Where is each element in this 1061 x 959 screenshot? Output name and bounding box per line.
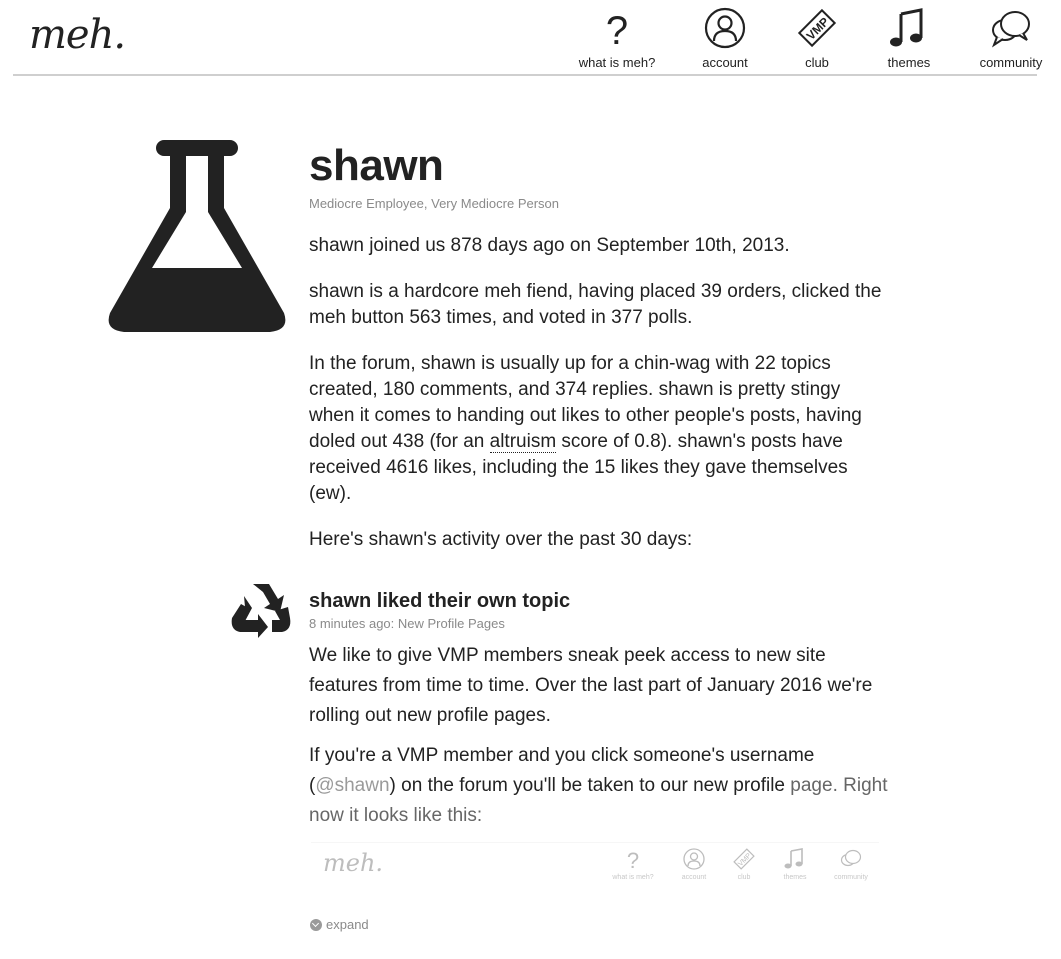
embedded-nav-label: account (681, 874, 707, 881)
speech-bubbles-icon (839, 847, 863, 871)
activity-body (309, 641, 889, 831)
nav-label: community (979, 55, 1043, 70)
site-header (13, 0, 1043, 76)
altruism-link[interactable]: altruism (489, 431, 557, 452)
svg-text:VMP: VMP (737, 852, 753, 868)
question-icon (621, 847, 645, 871)
main-nav (537, 6, 1043, 70)
chevron-down-icon (310, 919, 322, 931)
embedded-nav-label: club (737, 874, 751, 881)
orders-text: shawn is a hardcore meh fiend, having placed 39 orders, clicked the meh button 563 times, and voted in 377 polls. (309, 281, 882, 328)
speech-bubbles-icon (989, 6, 1033, 50)
embedded-nav-label: what is meh? (612, 874, 654, 881)
nav-club[interactable] (769, 6, 865, 70)
activity-item (309, 590, 889, 831)
vmp-icon (732, 847, 756, 871)
svg-text:?: ? (626, 848, 640, 871)
svg-text:?: ? (605, 9, 629, 50)
forum-text-b: score of 0.8). shawn's posts have received 4616 likes, including the 15 likes they gave themselves (ew). (309, 431, 848, 504)
embedded-nav-label: themes (783, 874, 807, 881)
profile-username: shawn (309, 141, 444, 190)
expand-label: expand (326, 917, 369, 932)
embedded-logo: meh. (323, 849, 384, 877)
activity-paragraph: We like to give VMP members sneak peek access to new site features from time to time. Over the last part of January 2016 we're rolling out new profile pages. (309, 645, 873, 726)
profile-subtitle: Mediocre Employee, Very Mediocre Person (309, 196, 560, 211)
expand-button[interactable] (310, 917, 369, 932)
forum-text-a: In the forum, shawn is usually up for a chin-wag with 22 topics created, 180 comments, and 374 replies. shawn is pretty stingy when it comes to handing out likes to other people's posts, having doled out 438 (for an (309, 353, 862, 452)
svg-text:VMP: VMP (803, 14, 832, 43)
activity-text: If you're a VMP member and you click someone's username ( (309, 745, 815, 796)
nav-label: account (702, 55, 748, 70)
meh-logo[interactable]: meh. (29, 12, 126, 58)
embedded-nav-item (769, 847, 821, 881)
embedded-nav-item (668, 847, 720, 881)
account-icon (682, 847, 706, 871)
vmp-icon (795, 6, 839, 50)
activity-intro: Here's shawn's activity over the past 30 days: (309, 529, 693, 550)
activity-paragraph (309, 741, 889, 831)
activity-text-faded: page. Right now it looks like this: (309, 775, 888, 826)
nav-themes[interactable] (861, 6, 957, 70)
embedded-screenshot (311, 842, 879, 888)
flask-avatar-icon (104, 138, 292, 334)
activity-meta[interactable]: 8 minutes ago: New Profile Pages (309, 616, 505, 631)
nav-label: themes (887, 55, 931, 70)
embedded-nav-label: community (834, 874, 868, 881)
recycle-icon (228, 580, 294, 642)
embedded-nav-item (825, 847, 877, 881)
nav-label: club (805, 55, 829, 70)
embedded-nav-item (718, 847, 770, 881)
music-note-icon (783, 847, 807, 871)
joined-text: shawn joined us 878 days ago on September 10th, 2013. (309, 235, 790, 256)
activity-title[interactable]: shawn liked their own topic (309, 590, 571, 612)
account-icon (703, 6, 747, 50)
embedded-nav-item (607, 847, 659, 881)
activity-text: ) on the forum you'll be taken to our new profile (389, 775, 791, 796)
nav-community[interactable] (963, 6, 1059, 70)
user-mention-link[interactable]: @shawn (315, 775, 390, 796)
nav-account[interactable] (677, 6, 773, 70)
nav-label: what is meh? (578, 55, 656, 70)
forum-text (309, 351, 889, 507)
nav-what-is-meh[interactable] (569, 6, 665, 70)
question-icon (595, 6, 639, 50)
profile-summary (309, 140, 889, 553)
music-note-icon (887, 6, 931, 50)
